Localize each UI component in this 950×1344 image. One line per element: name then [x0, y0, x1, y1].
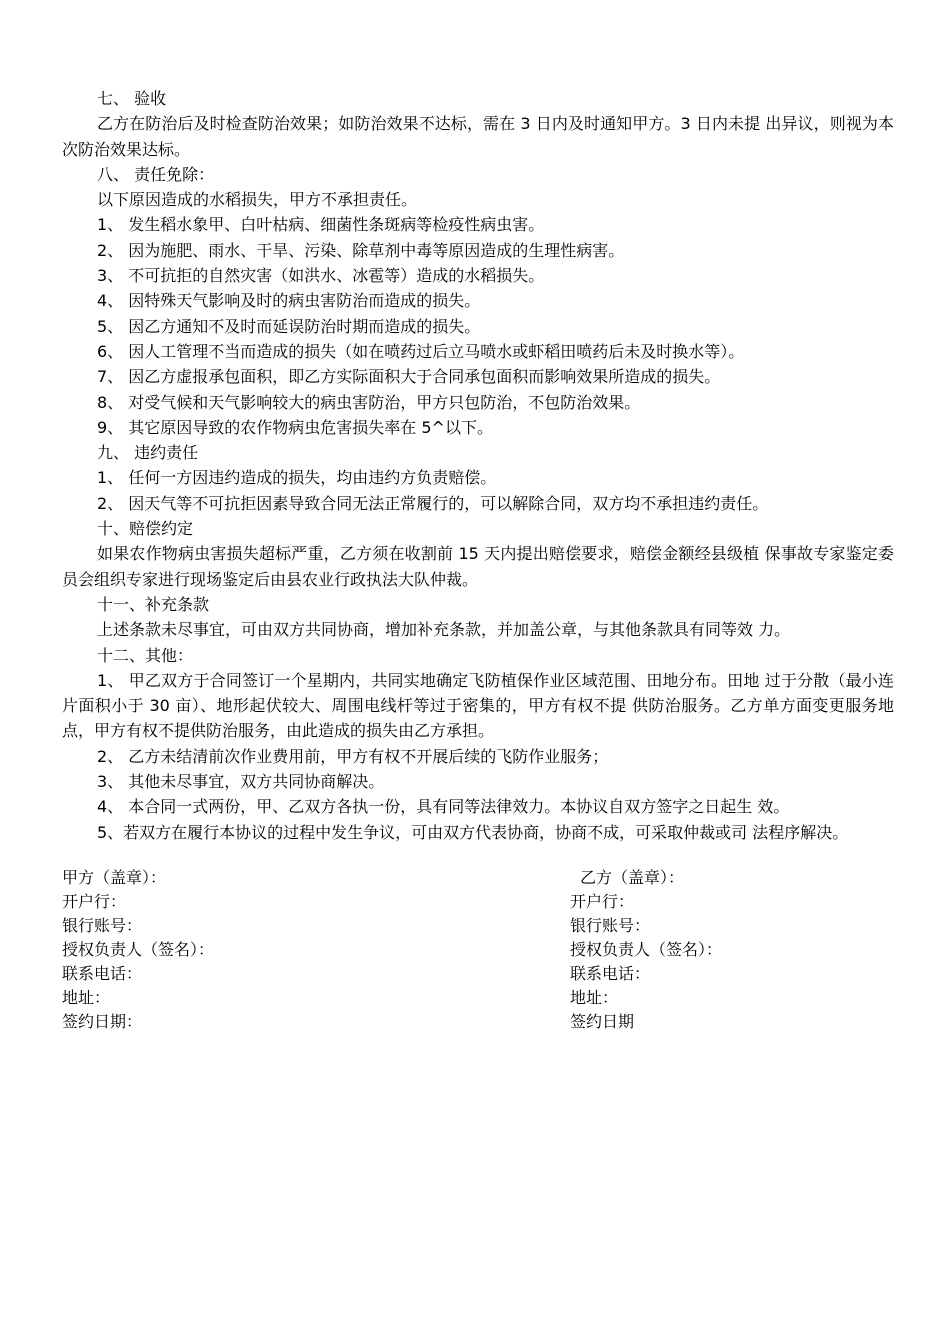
list-item: 5、若双方在履行本协议的过程中发生争议，可由双方代表协商，协商不成，可采取仲裁或司 法程序解决。 [97, 822, 849, 842]
party-a-seal-label: 甲方（盖章）： [62, 868, 167, 887]
party-b-authorized-label: 授权负责人（签名）： [570, 940, 723, 959]
list-item: 2、 乙方未结清前次作业费用前，甲方有权不开展后续的飞防作业服务； [97, 746, 609, 766]
party-b-signature-block [570, 866, 722, 1034]
party-a-date-label: 签约日期： [62, 1012, 143, 1031]
party-b-address-label: 地址： [570, 988, 619, 1007]
section-heading: 十、赔偿约定 [97, 519, 194, 539]
party-a-signature-block [62, 866, 214, 1034]
list-item: 3、 不可抗拒的自然灾害（如洪水、冰雹等）造成的水稻损失。 [97, 266, 545, 286]
section-heading: 九、 违约责任 [97, 443, 199, 463]
section-paragraph: 乙方在防治后及时检查防治效果；如防治效果不达标，需在 3 日内及时通知甲方。3 日内未提 出异议，则视为本次防治效果达标。 [62, 114, 894, 159]
list-item: 2、 因为施肥、雨水、干旱、污染、除草剂中毒等原因造成的生理性病害。 [97, 240, 625, 260]
list-item: 2、 因天气等不可抗拒因素导致合同无法正常履行的，可以解除合同，双方均不承担违约责任。 [97, 493, 769, 513]
list-item: 6、 因人工管理不当而造成的损失（如在喷药过后立马喷水或虾稻田喷药后未及时换水等）。 [97, 341, 745, 361]
list-item: 1、 发生稻水象甲、白叶枯病、细菌性条斑病等检疫性病虫害。 [97, 215, 545, 235]
list-item: 1、 任何一方因违约造成的损失，均由违约方负责赔偿。 [97, 468, 497, 488]
list-item: 9、 其它原因导致的农作物病虫危害损失率在 5^以下。 [97, 417, 493, 437]
section-heading: 七、 验收 [97, 89, 167, 108]
section-paragraph: 上述条款未尽事宜，可由双方共同协商，增加补充条款，并加盖公章，与其他条款具有同等效 力。 [97, 620, 791, 640]
list-item: 7、 因乙方虚报承包面积，即乙方实际面积大于合同承包面积而影响效果所造成的损失。 [97, 367, 721, 387]
list-item: 8、 对受气候和天气影响较大的病虫害防治，甲方只包防治，不包防治效果。 [97, 392, 641, 412]
list-item: 1、 甲乙双方于合同签订一个星期内，共同实地确定飞防植保作业区域范围、田地分布。田地 过于分散（最小连片面积小于 30 亩）、地形起伏较大、周围电线杆等过于密集的，甲方有权不提 供防治服务。乙方单方面变更服务地点，甲方有权不提供防治服务，由此造成的损失由乙方承担。 [62, 670, 894, 741]
list-item: 3、 其他未尽事宜，双方共同协商解决。 [97, 772, 385, 792]
party-a-phone-label: 联系电话： [62, 964, 143, 983]
list-item: 5、 因乙方通知不及时而延误防治时期而造成的损失。 [97, 316, 481, 336]
party-b-phone-label: 联系电话： [570, 964, 651, 983]
section-paragraph: 如果农作物病虫害损失超标严重，乙方须在收割前 15 天内提出赔偿要求，赔偿金额经县级植 保事故专家鉴定委员会组织专家进行现场鉴定后由县农业行政执法大队仲裁。 [62, 544, 894, 589]
party-a-bank-label: 开户行： [62, 892, 127, 911]
section-heading: 十一、补充条款 [97, 594, 210, 614]
party-b-bank-label: 开户行： [570, 892, 635, 911]
contract-text [62, 86, 894, 845]
section-paragraph: 以下原因造成的水稻损失，甲方不承担责任。 [97, 190, 418, 210]
party-a-address-label: 地址： [62, 988, 111, 1007]
section-heading: 八、 责任免除： [97, 164, 215, 184]
list-item: 4、 本合同一式两份，甲、乙双方各执一份，具有同等法律效力。本协议自双方签字之日起生 效。 [97, 797, 790, 817]
party-a-account-label: 银行账号： [62, 916, 143, 935]
party-b-account-label: 银行账号： [570, 916, 651, 935]
section-heading: 十二、其他： [97, 645, 194, 665]
list-item: 4、 因特殊天气影响及时的病虫害防治而造成的损失。 [97, 291, 481, 311]
party-b-date-label: 签约日期 [570, 1012, 635, 1031]
party-a-authorized-label: 授权负责人（签名）： [62, 940, 215, 959]
party-b-seal-label: 乙方（盖章）： [580, 868, 685, 887]
